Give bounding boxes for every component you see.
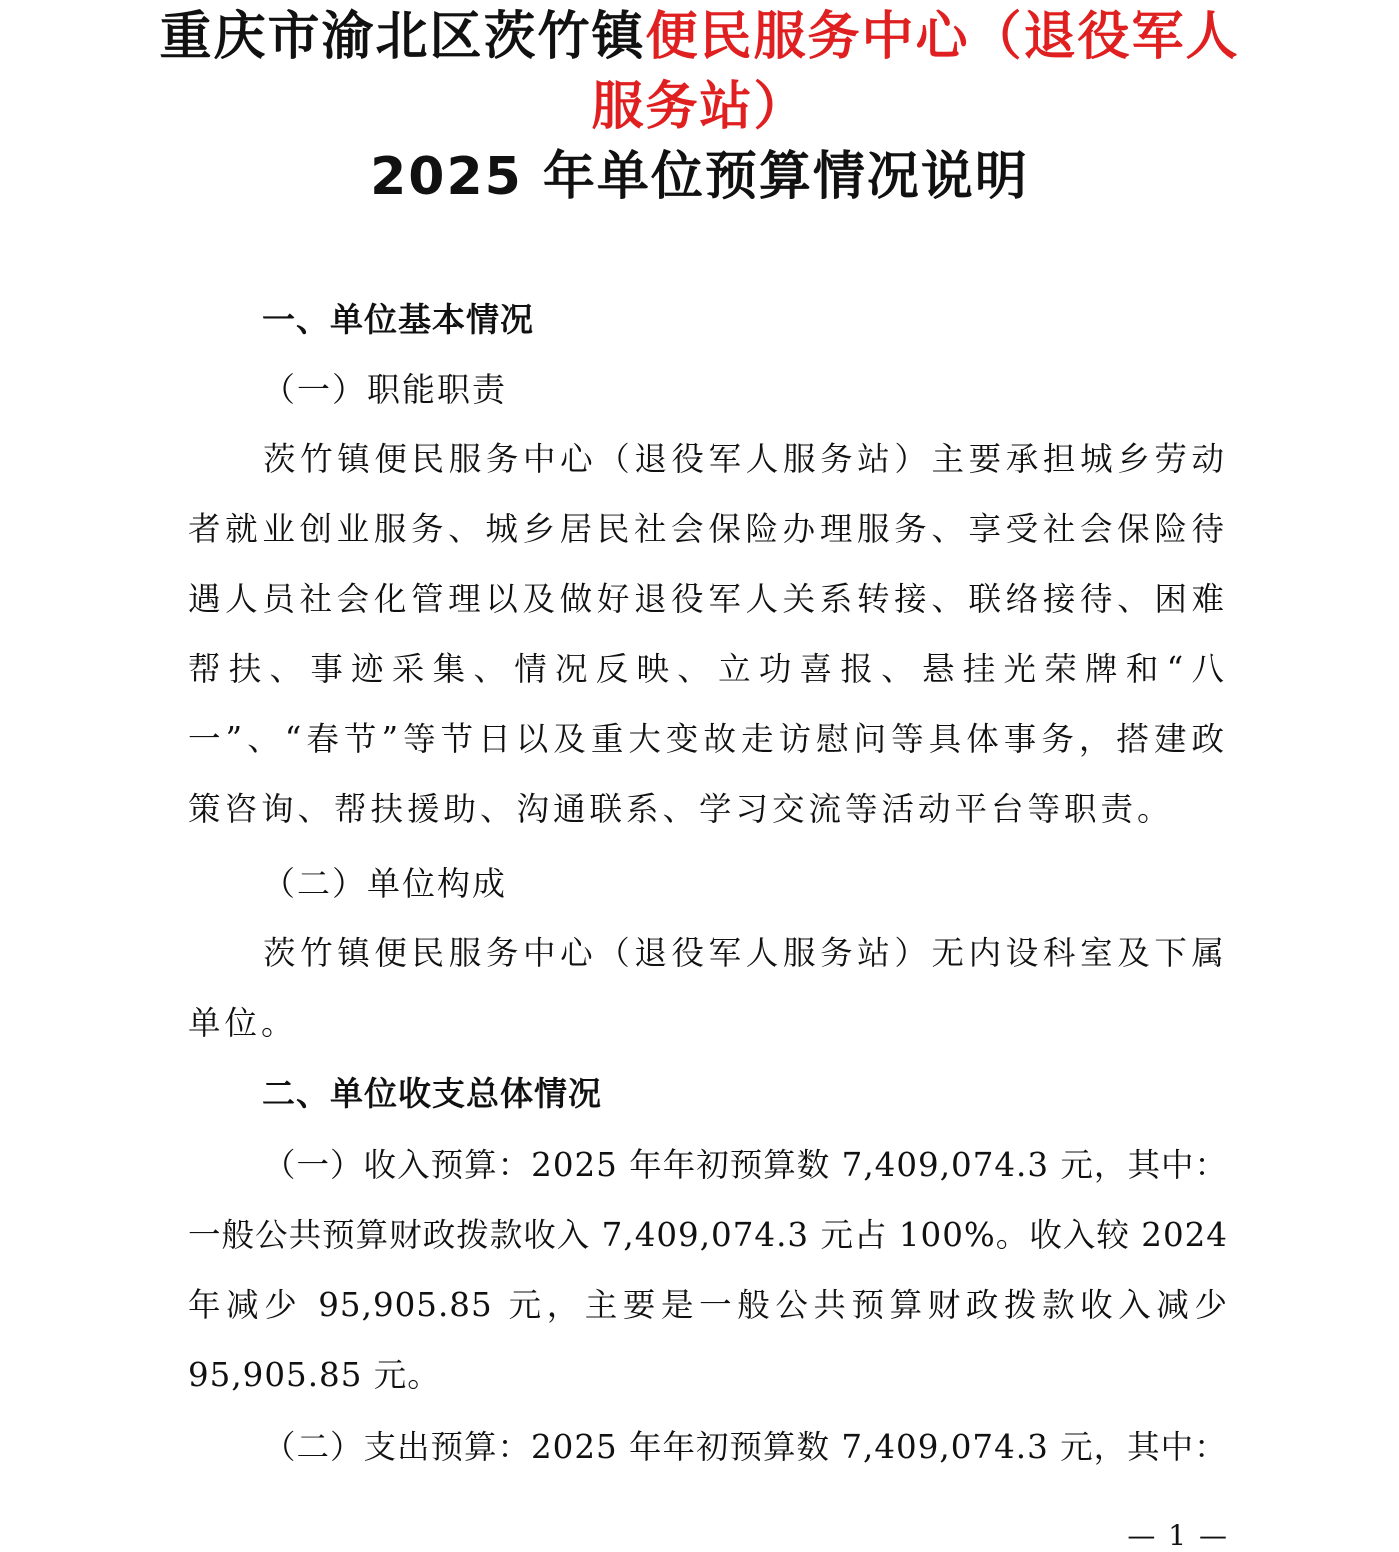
section-1-paragraph-duties: 茨竹镇便民服务中心（退役军人服务站）主要承担城乡劳动者就业创业服务、城乡居民社会保险办理服务、享受社会保险待遇人员社会化管理以及做好退役军人关系转接、联络接待、困难帮扶、事迹采集、情况反映、立功喜报、悬挂光荣牌和“八一”、“春节”等节日以及重大变故走访慰问等具体事务，搭建政策咨询、帮扶援助、沟通联系、学习交流等活动平台等职责。 [188, 440, 1228, 828]
section-2-paragraph-income: （一）收入预算：2025 年年初预算数 7,409,074.3 元，其中：一般公共预算财政拨款收入 7,409,074.3 元占 100%。收入较 2024 年减少 95,905.85 元，主要是一般公共预算财政拨款收入减少 95,905.85 元。 [188, 1146, 1228, 1394]
title-unit-name-part-1: 便民服务中心（退役军人 [645, 7, 1240, 67]
document-title-line-1 [0, 2, 1399, 72]
section-1-subheading-2: （二）单位构成 [262, 864, 507, 903]
section-2-heading: 二、单位收支总体情况 [262, 1074, 602, 1113]
title-unit-prefix: 重庆市渝北区茨竹镇 [159, 7, 646, 67]
section-2-paragraph-expenditure: （二）支出预算：2025 年年初预算数 7,409,074.3 元，其中： [263, 1428, 1228, 1466]
section-1-subheading-1: （一）职能职责 [262, 370, 507, 409]
document-title-line-2: 服务站） [591, 77, 808, 137]
section-1-paragraph-composition: 茨竹镇便民服务中心（退役军人服务站）无内设科室及下属单位。 [188, 934, 1228, 1042]
section-1-heading: 一、单位基本情况 [262, 300, 534, 339]
document-title-line-3: 2025 年单位预算情况说明 [370, 147, 1029, 207]
page-number: — 1 — [1127, 1519, 1229, 1552]
